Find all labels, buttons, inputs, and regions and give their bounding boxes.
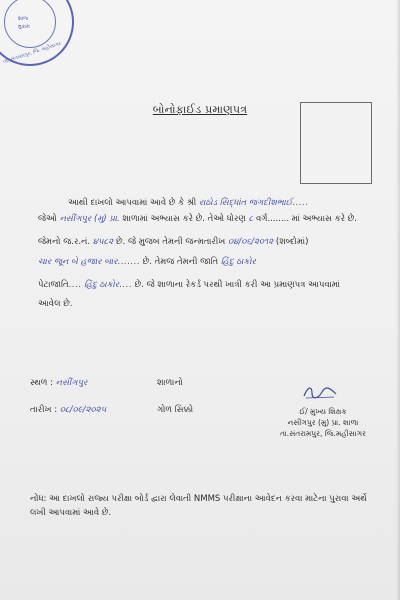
round-seal-label: ગોળ સિક્કો [157,405,194,415]
certificate-line-5 [38,280,340,291]
signatory-block [268,406,378,439]
place-row [30,378,87,389]
certificate-title: બોનોફાઈડ પ્રમાણપત્ર [152,103,248,116]
date-label: તારીખ : [30,405,58,415]
principal-signature [300,384,340,402]
place-label: સ્થળ : [30,378,53,388]
gr-number-handwritten: ૪૫૮૨ [92,237,114,247]
subcaste-handwritten: હિંદુ ઠાકોર [84,280,120,290]
student-name-handwritten: રાઠોડ સિદ્ધાંત જગદીશભાઈ [198,198,293,208]
signatory-school: નસીંગપુર (મુ) પ્રા. શાળા [287,418,359,427]
dots: .... [68,280,82,290]
date-value-handwritten: ૦૮/૦૯/૨૦૨૫ [59,405,107,415]
certificate-line-3 [38,237,308,248]
date-row [30,405,106,416]
certificate-line-4 [38,257,256,268]
certificate-line-6 [38,299,73,310]
signatory-title: ઈ/ મુખ્ય શિક્ષક [299,407,347,416]
footnote: નોંધ: આ દાખલો રાજ્ય પરીક્ષા બોર્ડ દ્વારા લેવાતી NMMS પરીક્ષાના આવેદન કરવા માટેના પુરાવા અર્થે લખી આપવામાં આવે છે. [30,494,367,518]
school-label: શાળાનો [157,378,183,388]
dots: ..... [292,198,309,208]
line2-prefix: જેઓ [38,214,57,224]
line2-suffix: વર્ગ........ માં અભ્યાસ કરે છે. [255,214,358,224]
dots: ....... [117,257,140,267]
dots: .... [119,280,132,290]
certificate-line-1 [68,198,308,209]
stamp-center-text: શાળા [18,16,29,22]
place-value-handwritten: નસીંગપુર [55,378,88,388]
paper-edge-shadow [396,0,400,600]
stamp-number-text: મુકામ [18,24,30,30]
line3-prefix: જેમનો જ.ર.નં. [38,237,91,247]
caste-handwritten: હિંદુ ઠાકોર [220,257,256,267]
stamp-bottom-text: તા. સંતરામપુર, જિ. મહીસાગર [2,40,62,66]
school-stamp-inner-ring [4,0,56,48]
line6-text: આવેલ છે. [38,299,73,309]
birthdate-words-handwritten: ચાર જૂન બે હજાર બાર [38,257,118,267]
line1-prefix: આથી દાખલો આપવામાં આવે છે કે શ્રી [68,198,197,208]
line2-middle: શાળામાં અભ્યાસ કરે છે. તેઓ ધોરણ [122,214,246,224]
photo-placeholder-box [300,102,372,184]
school-name-handwritten: નસીંગપુર (મુ) પ્રા. [59,214,120,224]
birthdate-handwritten: ૦૪/૦૬/૨૦૧૨ [227,237,274,247]
standard-handwritten: ૮ [248,214,254,224]
line4-middle: છે. તેમજ તેમની જાતિ [142,257,219,267]
line5-prefix: પેટાજાતિ [38,280,69,290]
line3-middle: છે. જે મુજબ તેમની જન્મતારીખ [116,237,226,247]
line5-suffix: છે. જે શાળાના રેકર્ડ પરથી ખાત્રી કરી આ પ્રમાણપત્ર આપવામાં [134,280,340,290]
signatory-place: તા.સંતરામપુર, જિ.મહીસાગર [280,429,366,438]
line3-suffix: (શબ્દોમાં) [275,237,309,247]
certificate-line-2 [38,214,357,225]
